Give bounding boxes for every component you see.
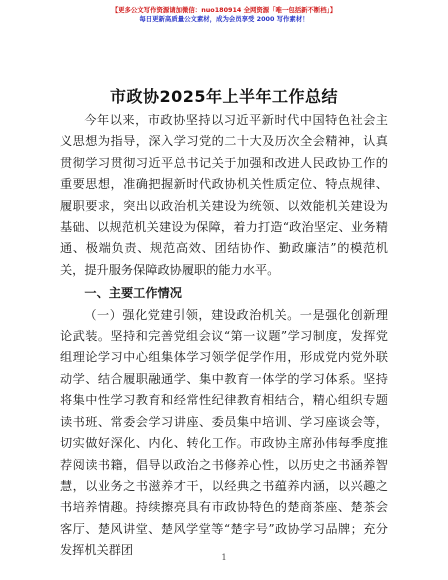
promo-line-2: 每日更新高质量公文素材，成为会员享受 2000 写作素材！ — [139, 15, 309, 23]
body-paragraph: （一）强化党建引领，建设政治机关。一是强化创新理论武装。坚持和完善党组会议“第一议题”学习制度，发挥党组理论学习中心组集体学习领学促学作用，形成党内党外联动学、结合履职融通学、集中教育一体学的学习体系。坚持将集中性学习教育和经常性纪律教育相结合，精心组织专题读书班、常委会学习讲座、委员集中培训、学习座谈会等，切实做好深化、内化、转化工作。市政协主席孙伟每季度推荐阅读书籍，倡导以政治之书修养心性，以历史之书涵养智慧，以业务之书滋养才干，以经典之书蕴养内涵，以兴趣之书培养情趣。持续擦亮具有市政协特色的楚商茶座、楚茶会客厅、楚风讲堂、楚风学堂等“楚字号”政协学习品牌；充分发挥机关群团 — [60, 307, 388, 558]
intro-paragraph: 今年以来，市政协坚持以习近平新时代中国特色社会主义思想为指导，深入学习党的二十大及历次全会精神，认真贯彻学习贯彻习近平总书记关于加强和改进人民政协工作的重要思想，准确把握新时代政协机关性质定位、特点规律、履职要求，突出以政治机关建设为统领、以效能机关建设为基础、以规范机关建设为保障，着力打造“政治坚定、业务精通、极端负责、规范高效、团结协作、勤政廉洁”的模范机关，提升服务保障政协履职的能力水平。 — [60, 113, 388, 277]
document-body — [60, 110, 388, 562]
page-number: 1 — [221, 553, 227, 562]
document-title: 市政协2025年上半年工作总结 — [109, 87, 339, 106]
section-heading: 一、主要工作情况 — [84, 286, 182, 301]
promo-line-1: 【更多公文写作资源请加微信：nuo180914 全网资源「唯一包括新不断档」】 — [111, 6, 337, 14]
promo-banner — [0, 6, 448, 24]
